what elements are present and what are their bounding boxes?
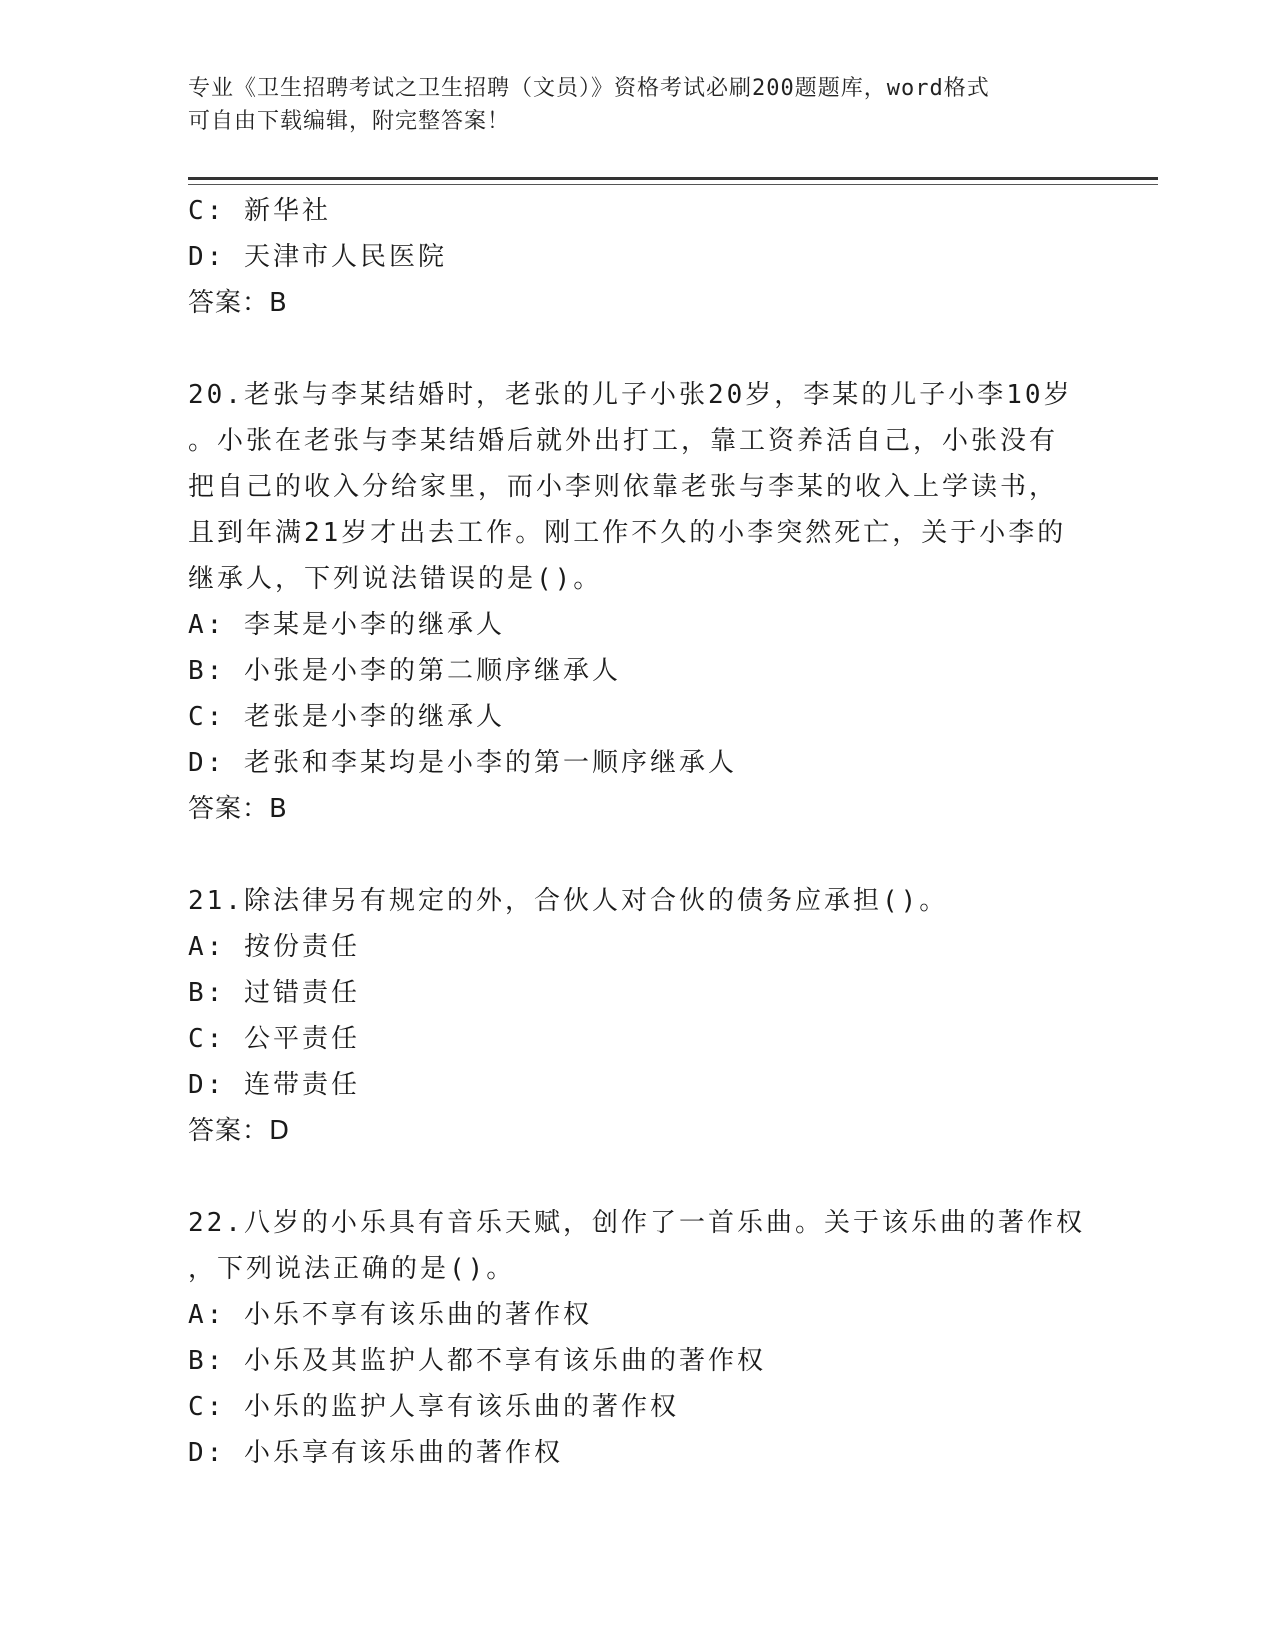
document-body — [188, 188, 1088, 1476]
question-text-line: 继承人，下列说法错误的是()。 — [188, 564, 603, 594]
spacer — [188, 832, 1088, 878]
question-text-line: ，下列说法正确的是()。 — [188, 1254, 516, 1284]
option-d: D: 连带责任 — [188, 1070, 360, 1100]
option-a: A: 按份责任 — [188, 932, 360, 962]
answer-line: 答案：B — [188, 794, 288, 824]
question-text-line: 把自己的收入分给家里，而小李则依靠老张与李某的收入上学读书， — [188, 472, 1059, 502]
header-divider-thick — [188, 177, 1158, 180]
option-c: C: 老张是小李的继承人 — [188, 702, 505, 732]
question-21 — [188, 878, 1088, 1154]
option-c: C: 公平责任 — [188, 1024, 360, 1054]
question-text-line: 。小张在老张与李某结婚后就外出打工，靠工资养活自己，小张没有 — [188, 426, 1059, 456]
option-d: D: 小乐享有该乐曲的著作权 — [188, 1438, 563, 1468]
option-a: A: 小乐不享有该乐曲的著作权 — [188, 1300, 592, 1330]
spacer — [188, 1154, 1088, 1200]
question-text-line: 22.八岁的小乐具有音乐天赋，创作了一首乐曲。关于该乐曲的著作权 — [188, 1208, 1085, 1238]
option-c: C: 新华社 — [188, 196, 331, 226]
option-b: B: 小张是小李的第二顺序继承人 — [188, 656, 621, 686]
question-text — [188, 1200, 1088, 1292]
question-text-line: 20.老张与李某结婚时，老张的儿子小张20岁，李某的儿子小李10岁 — [188, 380, 1073, 410]
header-line-2: 可自由下载编辑，附完整答案！ — [188, 109, 511, 134]
question-20 — [188, 372, 1088, 832]
answer-line: 答案：B — [188, 288, 288, 318]
header-line-1: 专业《卫生招聘考试之卫生招聘（文员）》资格考试必刷200题题库，word格式 — [188, 76, 990, 101]
question-text — [188, 878, 1088, 924]
option-c: C: 小乐的监护人享有该乐曲的著作权 — [188, 1392, 679, 1422]
option-d: D: 老张和李某均是小李的第一顺序继承人 — [188, 748, 737, 778]
option-b: B: 小乐及其监护人都不享有该乐曲的著作权 — [188, 1346, 766, 1376]
answer-line: 答案：D — [188, 1116, 291, 1146]
document-header — [188, 72, 1088, 138]
option-b: B: 过错责任 — [188, 978, 360, 1008]
question-22 — [188, 1200, 1088, 1476]
question-text-line: 且到年满21岁才出去工作。刚工作不久的小李突然死亡，关于小李的 — [188, 518, 1067, 548]
spacer — [188, 326, 1088, 372]
option-a: A: 李某是小李的继承人 — [188, 610, 505, 640]
prev-question-tail — [188, 188, 1088, 326]
header-divider-thin — [188, 184, 1158, 185]
question-text-line: 21.除法律另有规定的外，合伙人对合伙的债务应承担()。 — [188, 886, 949, 916]
question-text — [188, 372, 1088, 602]
option-d: D: 天津市人民医院 — [188, 242, 447, 272]
